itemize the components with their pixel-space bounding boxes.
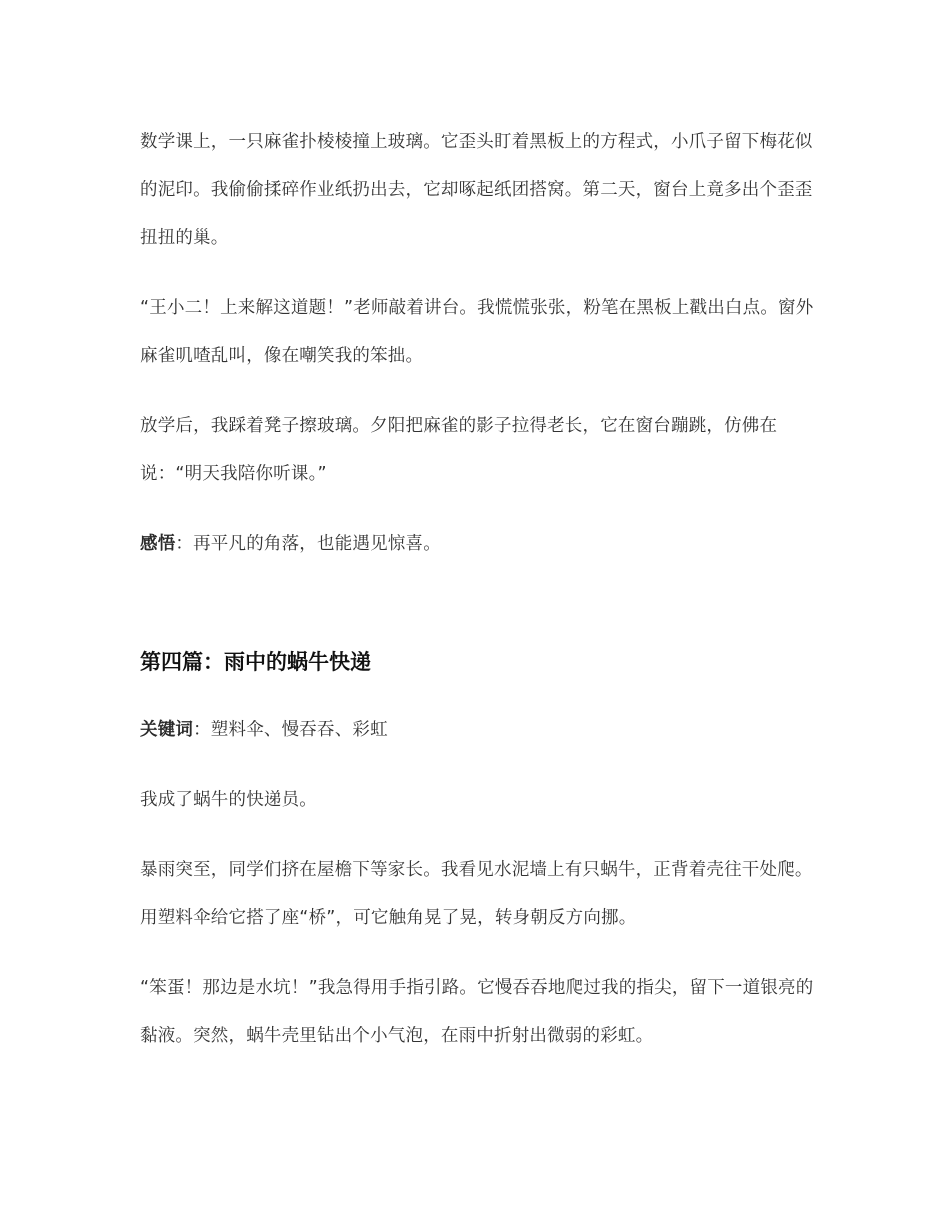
story4-title: 第四篇：雨中的蜗牛快递 xyxy=(140,650,371,674)
insight-label: 感悟 xyxy=(140,534,176,554)
story3-paragraph-3: 放学后，我踩着凳子擦玻璃。夕阳把麻雀的影子拉得老长，它在窗台蹦跳，仿佛在说：“明天我陪你听课。” xyxy=(140,416,778,484)
story4-keywords xyxy=(140,706,820,754)
story4-paragraph-1: 我成了蜗牛的快递员。 xyxy=(140,790,317,810)
insight-text: ：再平凡的角落，也能遇见惊喜。 xyxy=(175,534,441,554)
story4-paragraph-3: “笨蛋！那边是水坑！”我急得用手指引路。它慢吞吞地爬过我的指尖，留下一道银亮的黏液。突然，蜗牛壳里钻出个小气泡，在雨中折射出微弱的彩虹。 xyxy=(140,978,814,1046)
story3-paragraph-1: 数学课上，一只麻雀扑棱棱撞上玻璃。它歪头盯着黑板上的方程式，小爪子留下梅花似的泥印。我偷偷揉碎作业纸扔出去，它却啄起纸团搭窝。第二天，窗台上竟多出个歪歪扭扭的巢。 xyxy=(140,132,813,248)
story3-paragraph-2: “王小二！上来解这道题！”老师敲着讲台。我慌慌张张，粉笔在黑板上戳出白点。窗外麻雀叽喳乱叫，像在嘲笑我的笨拙。 xyxy=(140,298,814,366)
story4-paragraph-2: 暴雨突至，同学们挤在屋檐下等家长。我看见水泥墙上有只蜗牛，正背着壳往干处爬。用塑料伞给它搭了座“桥”，可它触角晃了晃，转身朝反方向挪。 xyxy=(140,860,813,928)
keywords-label: 关键词 xyxy=(140,720,194,740)
keywords-text: ：塑料伞、慢吞吞、彩虹 xyxy=(193,720,388,740)
document-page xyxy=(140,118,820,1082)
story3-insight xyxy=(140,520,820,568)
